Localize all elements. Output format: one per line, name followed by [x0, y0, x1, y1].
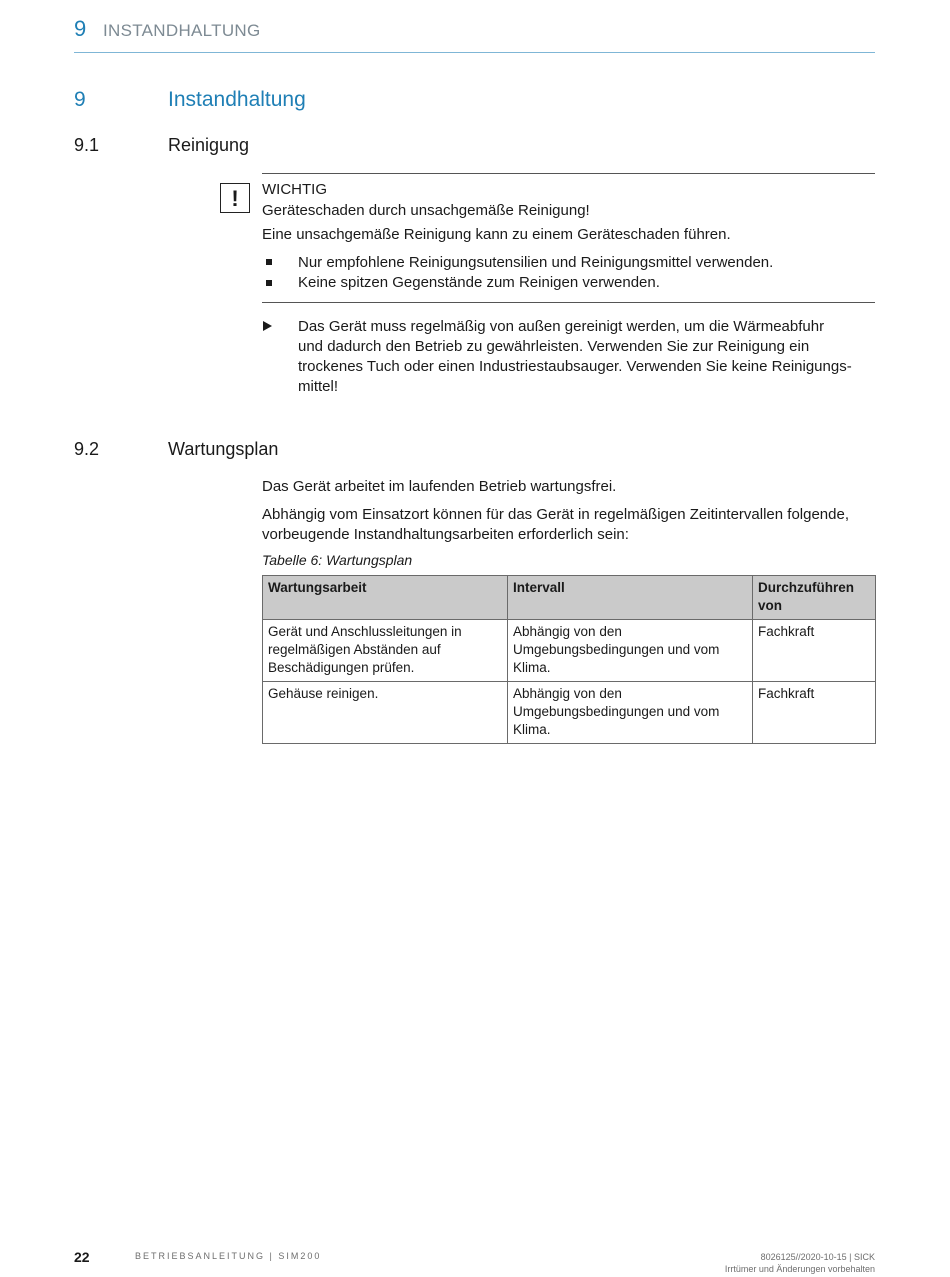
table-cell: Gerät und Anschlussleitungen in regelmäßigen Abständen auf Beschädigungen prüfen.: [263, 620, 508, 682]
notice-headline: Geräteschaden durch unsachgemäße Reinigung!: [262, 202, 590, 219]
instruction-line: und dadurch den Betrieb zu gewährleisten. Verwenden Sie zur Reinigung ein: [298, 338, 810, 355]
instruction-line: mittel!: [298, 378, 339, 395]
instruction-line: Das Gerät muss regelmäßig von außen gereinigt werden, um die Wärmeabfuhr: [298, 318, 825, 335]
section-number: 9.2: [74, 439, 100, 459]
footer-document-title: BETRIEBSANLEITUNG | SIM200: [135, 1251, 322, 1261]
footer-doc-id: 8026125//2020-10-15 | SICK: [760, 1252, 875, 1262]
paragraph-line: Abhängig vom Einsatzort können für das Gerät in regelmäßigen Zeitintervallen folgende,: [262, 506, 849, 523]
section-title: Reinigung: [168, 135, 250, 155]
bullet-icon: [266, 259, 272, 265]
bullet-icon: [266, 280, 272, 286]
table-row: [263, 682, 876, 744]
table-header-row: [263, 576, 876, 620]
notice-bullet: Keine spitzen Gegenstände zum Reinigen verwenden.: [298, 274, 660, 291]
notice-text: Eine unsachgemäße Reinigung kann zu einem Geräteschaden führen.: [262, 226, 731, 243]
instruction-line: trockenes Tuch oder einen Industriestaubsauger. Verwenden Sie keine Reinigungs-: [298, 358, 852, 375]
header-divider: [74, 52, 875, 53]
section-title: Wartungsplan: [168, 439, 279, 459]
paragraph: Das Gerät arbeitet im laufenden Betrieb wartungsfrei.: [262, 478, 617, 495]
notice-top-rule: [262, 173, 875, 174]
chapter-number: 9: [74, 88, 86, 111]
table-caption: Tabelle 6: Wartungsplan: [262, 552, 413, 568]
paragraph-line: vorbeugende Instandhaltungsarbeiten erforderlich sein:: [262, 526, 629, 543]
column-header: Wartungsarbeit: [263, 576, 508, 620]
table-cell: Abhängig von den Umgebungsbedingungen und vom Klima.: [508, 620, 753, 682]
table-cell: Fachkraft: [753, 620, 876, 682]
column-header: Intervall: [508, 576, 753, 620]
footer-disclaimer: Irrtümer und Änderungen vorbehalten: [724, 1264, 875, 1274]
notice-bullet: Nur empfohlene Reinigungsutensilien und Reinigungsmittel verwenden.: [298, 254, 774, 271]
table-cell: Fachkraft: [753, 682, 876, 744]
running-header-chapter-number: 9: [74, 16, 87, 41]
play-arrow-icon: [263, 321, 272, 331]
maintenance-table: [262, 575, 876, 744]
table-cell: Abhängig von den Umgebungsbedingungen und vom Klima.: [508, 682, 753, 744]
table-row: [263, 620, 876, 682]
notice-bottom-rule: [262, 302, 875, 303]
page-number: 22: [74, 1249, 90, 1265]
table-cell: Gehäuse reinigen.: [263, 682, 508, 744]
chapter-title: Instandhaltung: [168, 88, 306, 111]
section-number: 9.1: [74, 135, 100, 155]
running-header-chapter-title: INSTANDHALTUNG: [103, 21, 261, 40]
column-header: Durchzuführen von: [753, 576, 876, 620]
notice-level: WICHTIG: [262, 181, 327, 198]
footer-meta: [725, 1251, 875, 1275]
exclamation-icon: !: [220, 183, 250, 213]
